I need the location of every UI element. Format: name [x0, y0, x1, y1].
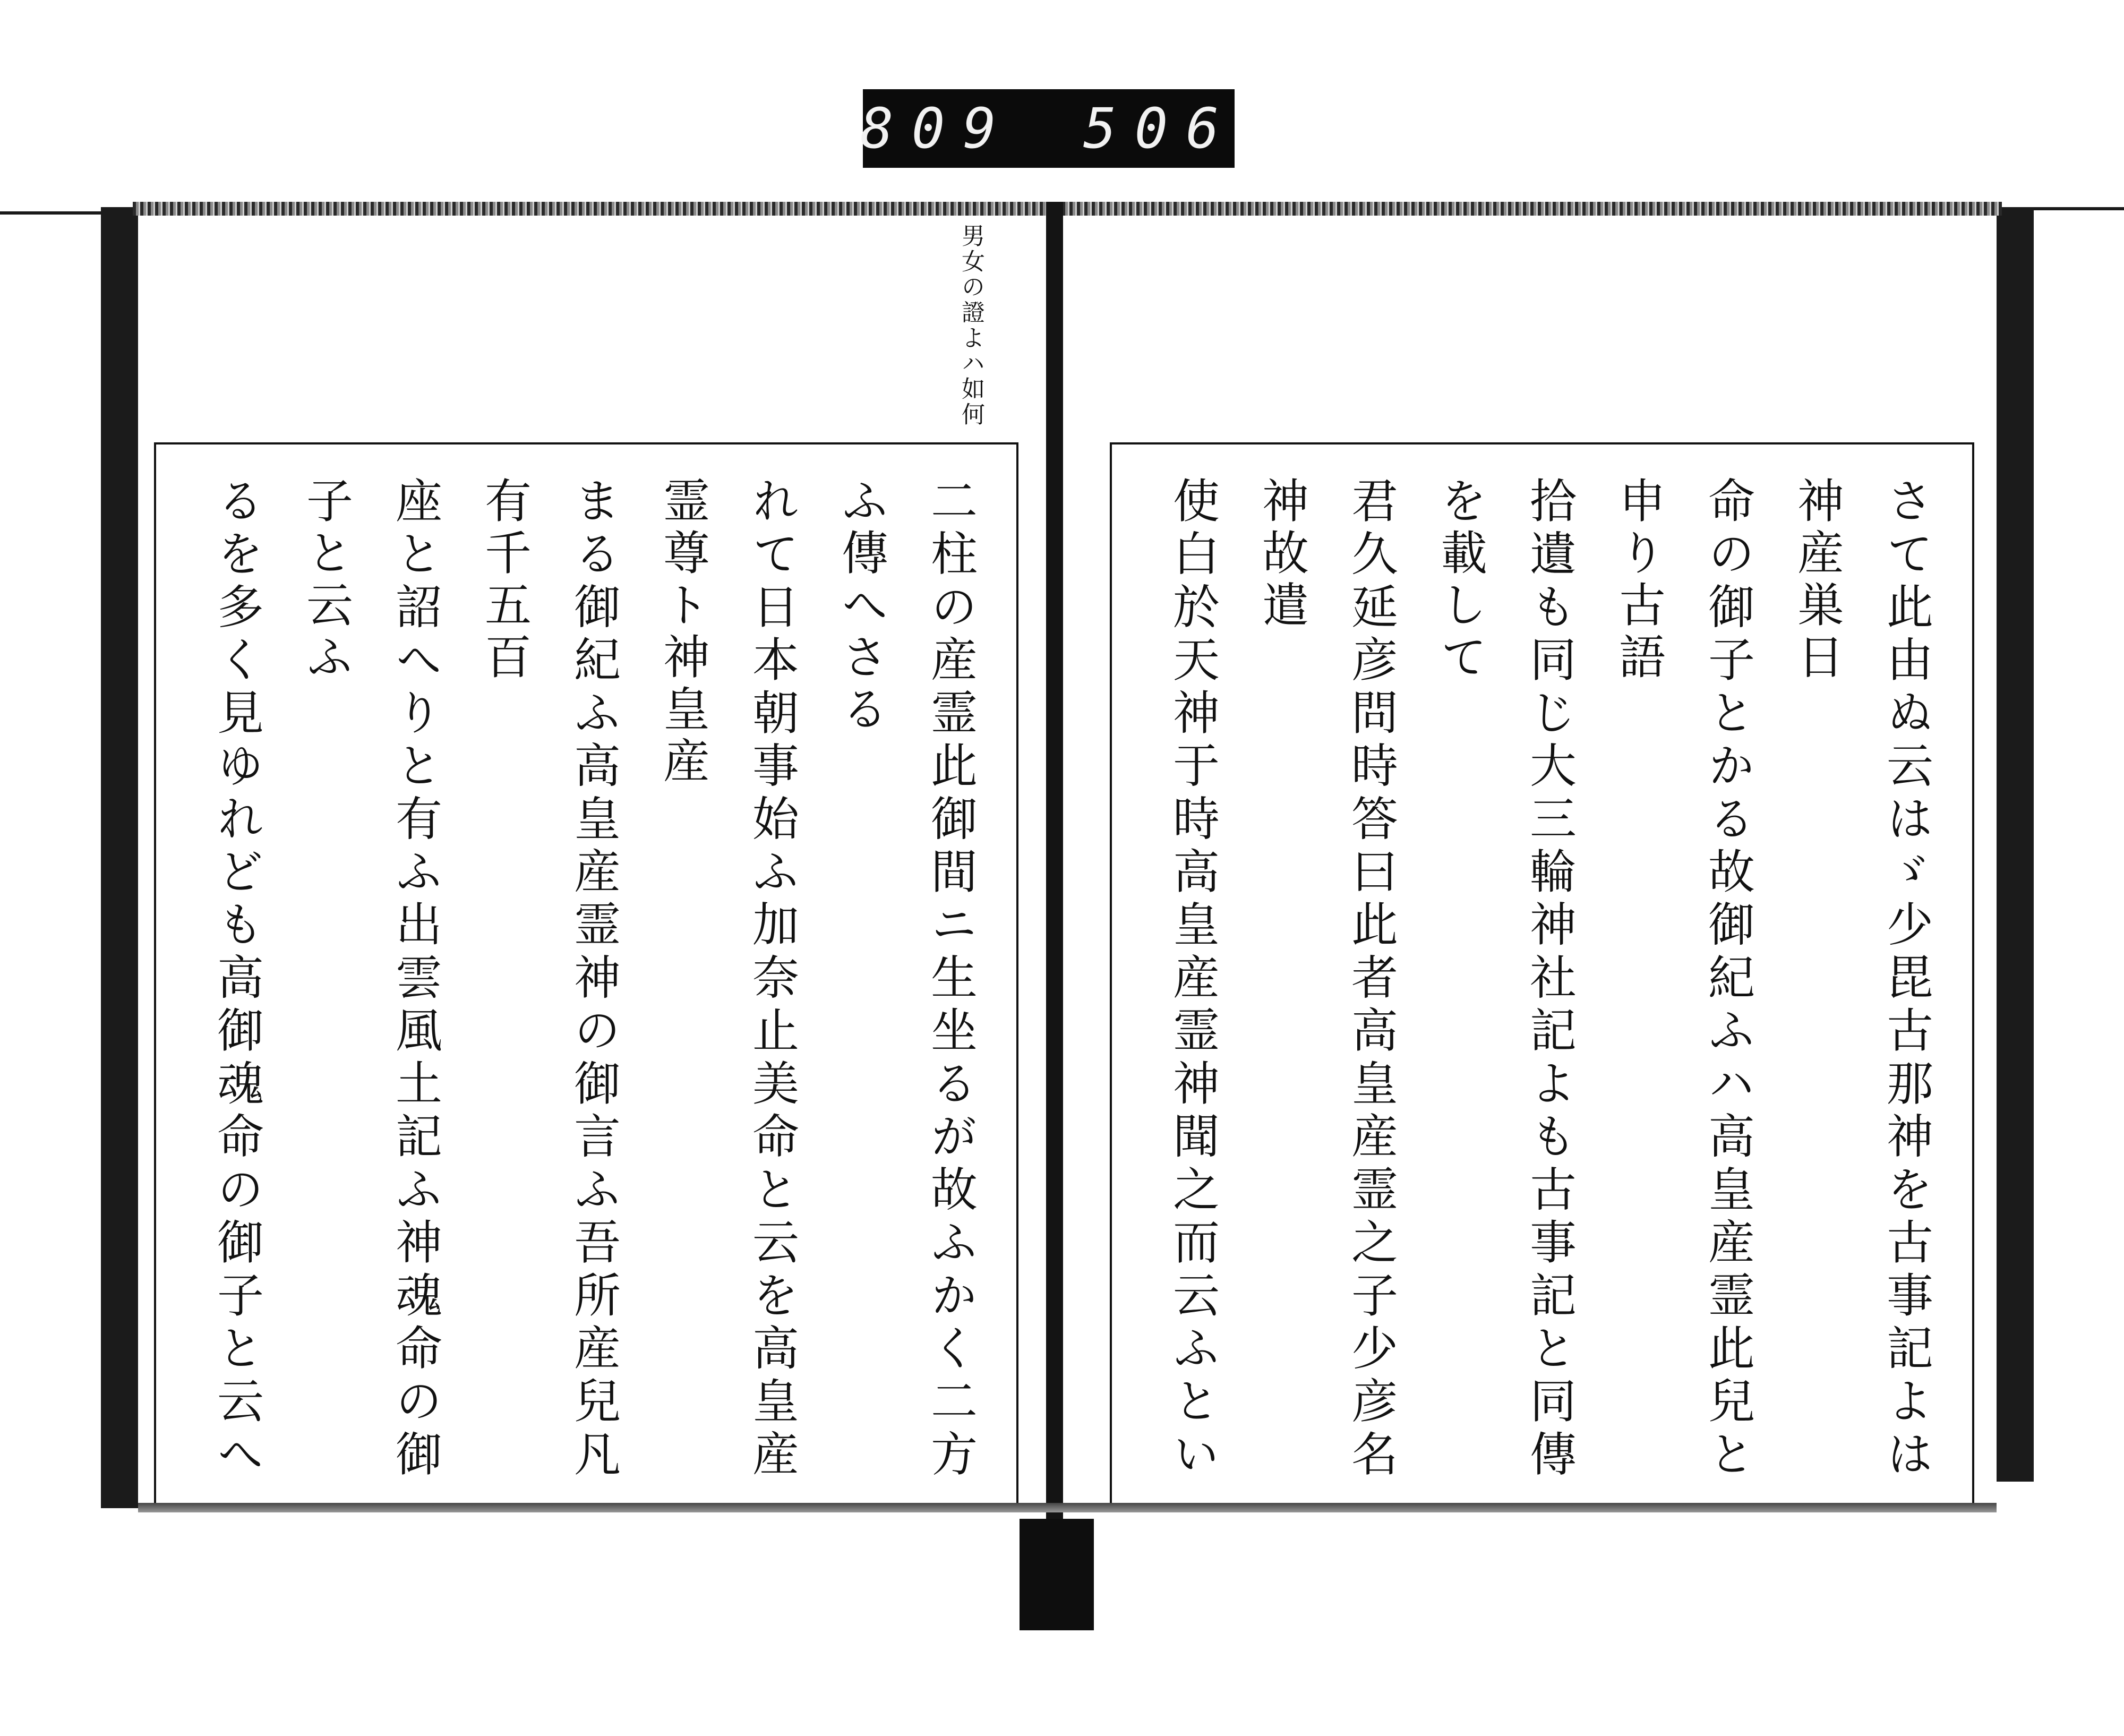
- text-line: さて此由ぬ云はゞ少毘古那神を古事記よは神産巣日: [1790, 476, 1934, 1482]
- text-line: 使白於天神于時高皇産霊神聞之而云ふとい: [1166, 476, 1220, 1482]
- text-line: 命の御子とかる故御紀ふハ高皇産霊此兒と申り古語: [1612, 476, 1755, 1482]
- text-line: れて日本朝事始ふ加奈止美命と云を高皇産霊尊ト神皇産: [656, 476, 800, 1482]
- book-edge-left: [101, 207, 138, 1508]
- reference-number-right: 506: [1083, 96, 1237, 161]
- text-line: 二柱の産霊此御間ニ生坐るが故ふかく二方ふ傳へさる: [834, 476, 978, 1482]
- running-head: 男女の證よハ如何: [957, 224, 984, 427]
- left-page: [138, 216, 1046, 1503]
- spine-foot: [1020, 1519, 1094, 1630]
- text-line: 座と詔へりと有ふ出雲風土記ふ神魂命の御子と云ふ: [299, 476, 443, 1482]
- left-page-text: [177, 476, 995, 1482]
- reference-number-plate: [860, 89, 1237, 168]
- right-text-frame: [1110, 442, 1974, 1505]
- right-page: [1063, 216, 1997, 1503]
- text-line: まる御紀ふ高皇産霊神の御言ふ吾所産兒凡有千五百: [477, 476, 621, 1482]
- open-book: [101, 202, 2034, 1630]
- page-stack-bottom: [138, 1503, 1997, 1512]
- right-page-text: [1133, 476, 1951, 1482]
- text-line: 君久延彦問時答曰此者高皇産霊之子少彦名神故遣: [1255, 476, 1399, 1482]
- left-text-frame: [154, 442, 1018, 1505]
- book-spine: [1046, 202, 1063, 1630]
- reference-number-left: 809: [860, 96, 1014, 161]
- page-stack-top: [133, 202, 2002, 216]
- scan-rule-right: [2018, 207, 2124, 210]
- text-line: るを多く見ゆれども高御魂命の御子と云へ: [210, 476, 264, 1482]
- text-line: 拾遺も同じ大三輪神社記よも古事記と同傳を載して: [1433, 476, 1577, 1482]
- book-edge-right: [1997, 207, 2034, 1482]
